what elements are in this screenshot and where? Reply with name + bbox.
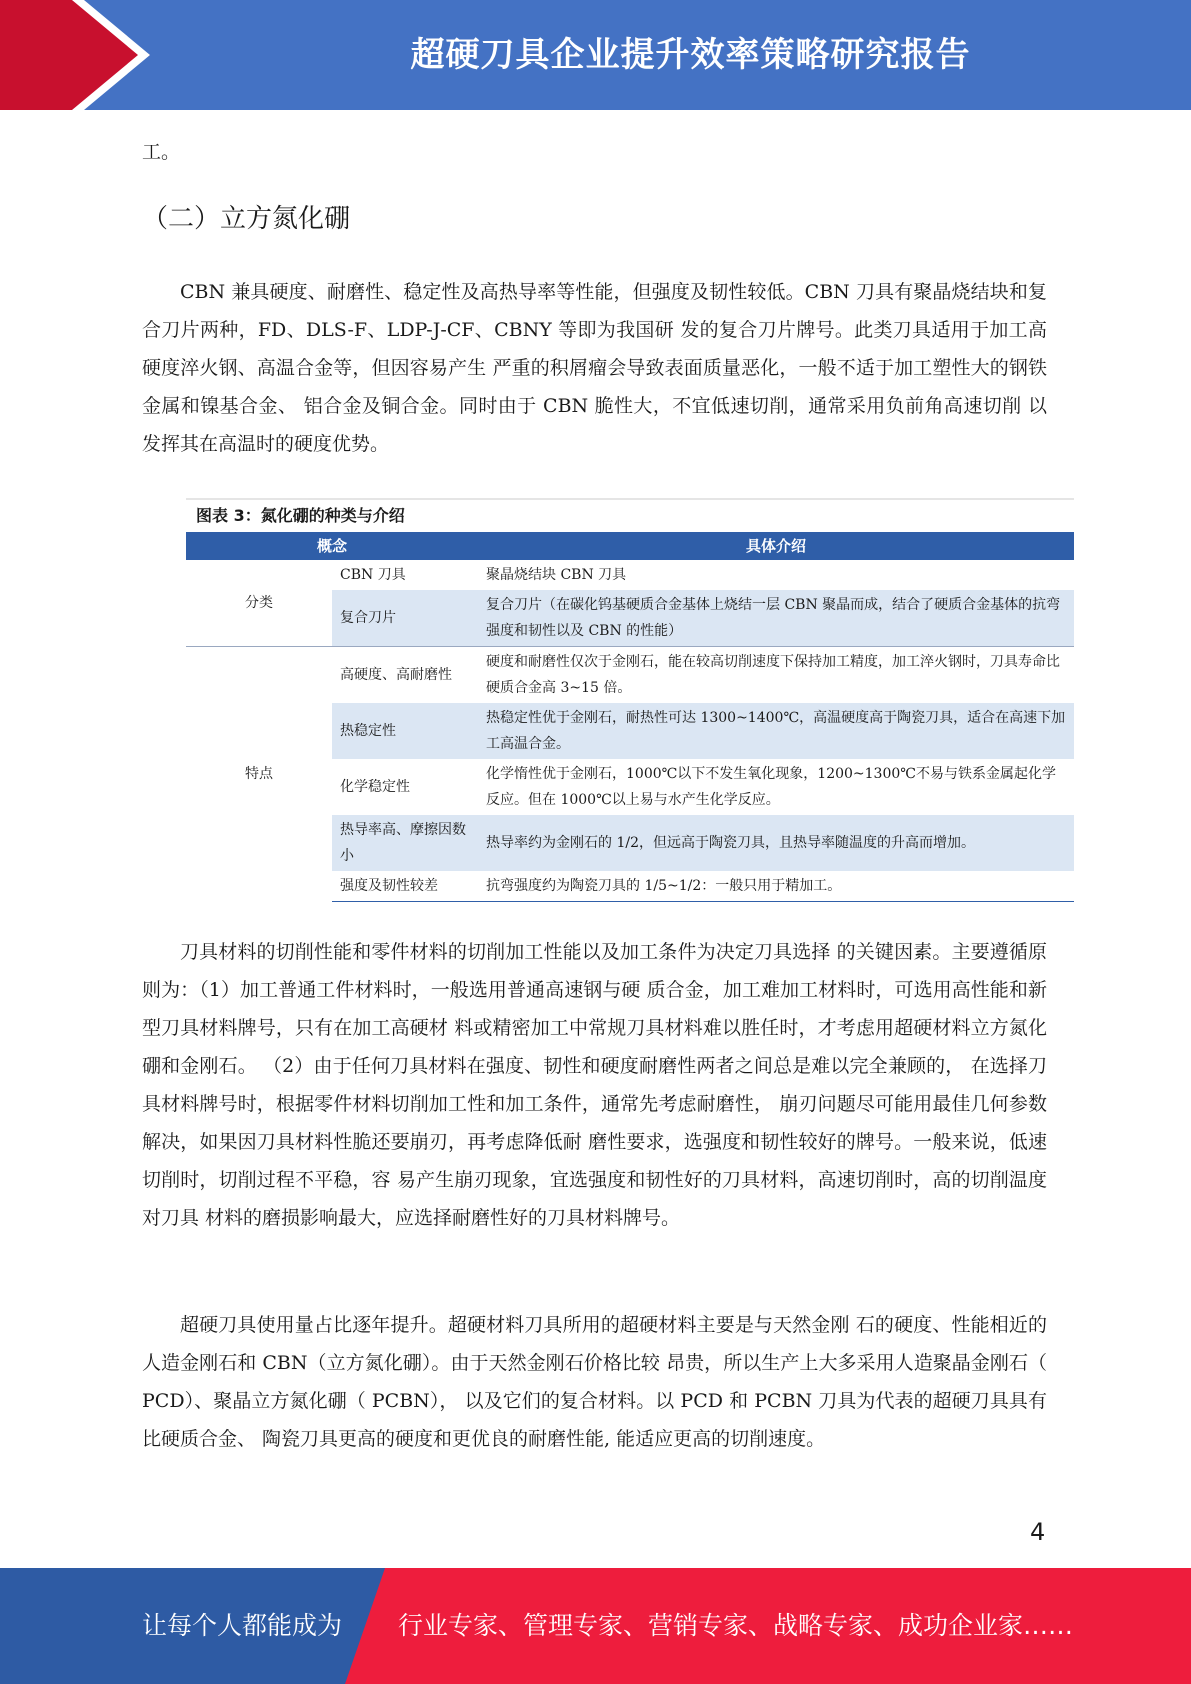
concept-cell: CBN 刀具 bbox=[340, 567, 406, 583]
carryover-text: 工。 bbox=[142, 141, 181, 163]
concept-cell: 强度及韧性较差 bbox=[332, 871, 478, 902]
table-row bbox=[186, 647, 1074, 704]
description-cell: 复合刀片（在碳化钨基硬质合金基体上烧结一层 CBN 聚晶而成，结合了硬质合金基体的抗弯强度和韧性以及 CBN 的性能） bbox=[478, 590, 1074, 647]
category-cell: 分类 bbox=[186, 560, 332, 647]
description-cell: 热稳定性优于金刚石，耐热性可达 1300~1400℃，高温硬度高于陶瓷刀具，适合在高速下加工高温合金。 bbox=[478, 703, 1074, 759]
description-cell: 硬度和耐磨性仅次于金刚石，能在较高切削速度下保持加工精度，加工淬火钢时，刀具寿命比硬质合金高 3~15 倍。 bbox=[478, 647, 1074, 704]
concept-cell: 化学稳定性 bbox=[340, 779, 410, 795]
header-red-chevron bbox=[0, 0, 150, 110]
category-cell: 特点 bbox=[186, 647, 332, 902]
paragraph-block-3 bbox=[142, 1306, 1047, 1458]
description-cell: 抗弯强度约为陶瓷刀具的 1/5~1/2：一般只用于精加工。 bbox=[478, 871, 1074, 902]
table-header-row bbox=[186, 532, 1074, 560]
table-caption: 图表 3：氮化硼的种类与介绍 bbox=[186, 498, 1074, 532]
description-cell: 聚晶烧结块 CBN 刀具 bbox=[486, 567, 627, 583]
page-header bbox=[0, 0, 1191, 110]
concept-cell: 高硬度、高耐磨性 bbox=[332, 647, 478, 704]
table-row bbox=[186, 560, 1074, 590]
footer-slogan-right: 行业专家、管理专家、营销专家、战略专家、成功企业家…… bbox=[398, 1611, 1074, 1640]
footer-slogan-left: 让每个人都能成为 bbox=[142, 1611, 343, 1640]
description-cell: 化学惰性优于金刚石，1000℃以下不发生氧化现象，1200~1300℃不易与铁系金属起化学反应。但在 1000℃以上易与水产生化学反应。 bbox=[486, 766, 1056, 808]
concept-cell: 热稳定性 bbox=[332, 703, 478, 759]
cbn-table bbox=[186, 532, 1074, 902]
concept-cell: 复合刀片 bbox=[332, 590, 478, 647]
column-header-concept: 概念 bbox=[186, 532, 478, 560]
page-footer bbox=[0, 1568, 1191, 1684]
paragraph-block-2 bbox=[142, 933, 1047, 1237]
page-number: 4 bbox=[1030, 1518, 1046, 1546]
section-heading: （二）立方氮化硼 bbox=[142, 204, 351, 234]
body-paragraph: CBN 兼具硬度、耐磨性、稳定性及高热导率等性能，但强度及韧性较低。CBN 刀具有聚晶烧结块和复合刀片两种，FD、DLS-F、LDP-J-CF、CBNY 等即为我国研 发的复合刀片牌号。此类刀具适用于加工高硬度淬火钢、高温合金等，但因容易产生 严重的积屑瘤会导致表面质量恶化，一般不适于加工塑性大的钢铁金属和镍基合金、 铝合金及铜合金。同时由于 CBN 脆性大，不宜低速切削，通常采用负前角高速切削 以发挥其在高温时的硬度优势。 bbox=[142, 281, 1047, 455]
column-header-description: 具体介绍 bbox=[478, 532, 1074, 560]
description-cell: 热导率约为金刚石的 1/2，但远高于陶瓷刀具，且热导率随温度的升高而增加。 bbox=[478, 815, 1074, 871]
paragraph-block-1 bbox=[142, 273, 1047, 463]
report-title: 超硬刀具企业提升效率策略研究报告 bbox=[410, 35, 971, 75]
table-figure bbox=[186, 498, 1074, 902]
body-paragraph: 刀具材料的切削性能和零件材料的切削加工性能以及加工条件为决定刀具选择 的关键因素。主要遵循原则为：（1）加工普通工件材料时，一般选用普通高速钢与硬 质合金，加工难加工材料时，可选用高性能和新型刀具材料牌号，只有在加工高硬材 料或精密加工中常规刀具材料难以胜任时，才考虑用超硬材料立方氮化硼和金刚石。 （2）由于任何刀具材料在强度、韧性和硬度耐磨性两者之间总是难以完全兼顾的， 在选择刀具材料牌号时，根据零件材料切削加工性和加工条件，通常先考虑耐磨性， 崩刃问题尽可能用最佳几何参数解决，如果因刀具材料性脆还要崩刃，再考虑降低耐 磨性要求，选强度和韧性较好的牌号。一般来说，低速切削时，切削过程不平稳，容 易产生崩刃现象，宜选强度和韧性好的刀具材料，高速切削时，高的切削温度对刀具 材料的磨损影响最大，应选择耐磨性好的刀具材料牌号。 bbox=[142, 941, 1047, 1229]
concept-cell: 热导率高、摩擦因数小 bbox=[332, 815, 478, 871]
body-paragraph: 超硬刀具使用量占比逐年提升。超硬材料刀具所用的超硬材料主要是与天然金刚 石的硬度、性能相近的人造金刚石和 CBN（立方氮化硼）。由于天然金刚石价格比较 昂贵，所以生产上大多采用人造聚晶金刚石（ PCD）、聚晶立方氮化硼（ PCBN）， 以及它们的复合材料。以 PCD 和 PCBN 刀具为代表的超硬刀具具有比硬质合金、 陶瓷刀具更高的硬度和更优良的耐磨性能, 能适应更高的切削速度。 bbox=[142, 1314, 1047, 1450]
